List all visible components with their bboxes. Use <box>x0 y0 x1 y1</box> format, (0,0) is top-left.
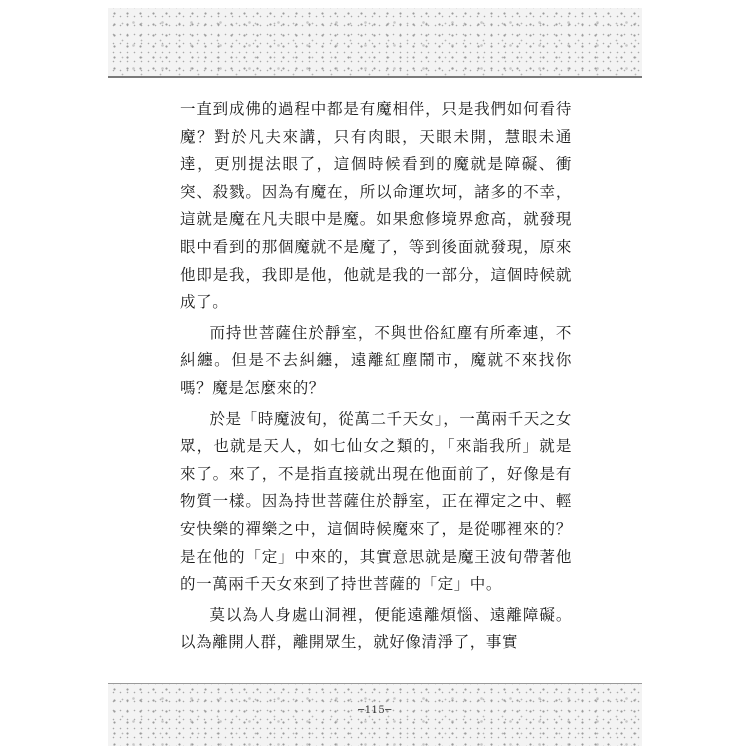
top-decorative-band <box>108 8 642 76</box>
body-text <box>180 96 572 657</box>
top-rule <box>108 76 642 78</box>
paragraph-1: 一直到成佛的過程中都是有魔相伴，只是我們如何看待魔？對於凡夫來講，只有肉眼，天眼未開，慧眼未通達，更別提法眼了，這個時候看到的魔就是障礙、衝突、殺戮。因為有魔在，所以命運坎坷，諸多的不幸，這就是魔在凡夫眼中是魔。如果愈修境界愈高，就發現眼中看到的那個魔就不是魔了，等到後面就發現，原來他即是我，我即是他，他就是我的一部分，這個時候就成了。 <box>180 100 572 312</box>
page-number: ─115─ <box>358 705 392 716</box>
paragraph-2: 而持世菩薩住於靜室，不與世俗紅塵有所牽連，不糾纏。但是不去糾纏，遠離紅塵鬧市，魔就不來找你嗎？魔是怎麼來的？ <box>180 323 572 397</box>
paragraph-3: 於是「時魔波旬，從萬二千天女」，一萬兩千天之女眾，也就是天人，如七仙女之類的，「來詣我所」就是來了。來了，不是指直接就出現在他面前了，好像是有物質一樣。因為持世菩薩住於靜室，正在禪定之中、輕安快樂的禪樂之中，這個時候魔來了，是從哪裡來的？是在他的「定」中來的，其實意思就是魔王波旬帶著他的一萬兩千天女來到了持世菩薩的「定」中。 <box>180 409 572 594</box>
paragraph-4: 莫以為人身處山洞裡，便能遠離煩惱、遠離障礙。以為離開人群，離開眾生，就好像清淨了，事實 <box>180 605 572 652</box>
